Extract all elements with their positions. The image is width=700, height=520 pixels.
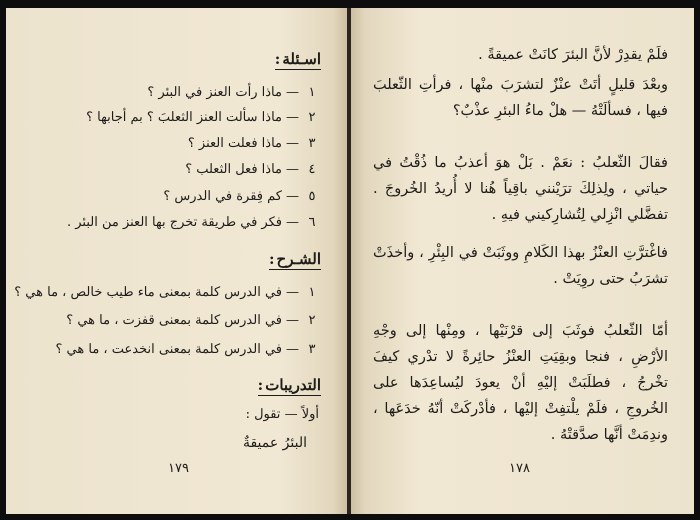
- book-spread: [6, 8, 694, 514]
- exercises-heading: التدريبات:: [257, 376, 321, 394]
- exercise-intro: أولاً — تقول :: [245, 407, 319, 422]
- question-item: ١—ماذا رأت العنز في البئر ؟: [147, 85, 316, 100]
- page-number: ١٧٩: [168, 461, 189, 476]
- question-item: ٢—ماذا سألت العنز الثعلبَ ؟ بم أجابها ؟: [86, 110, 316, 125]
- question-item: ٣—ماذا فعلت العنز ؟: [187, 136, 316, 151]
- right-page: [351, 8, 694, 514]
- paragraph: فلَمْ يقدِرْ لأنَّ البئرَ كانَتْ عميقةً .: [478, 47, 668, 63]
- question-item: ٥—كم فِقرة في الدرس ؟: [163, 189, 316, 204]
- explanation-item: ٢—في الدرس كلمة بمعنى قفزت ، ما هي ؟: [66, 313, 316, 328]
- question-item: ٦—فكر في طريقة تخرج بها العنز من البئر .: [66, 215, 316, 230]
- exercise-example: البئرُ عميقةٌ: [242, 435, 307, 451]
- page-number: ١٧٨: [509, 461, 530, 476]
- question-item: ٤—ماذا فعل الثعلب ؟: [185, 162, 316, 177]
- paragraph: فاغْترَّتِ العنْزُ بهذا الكَلامِ ووثَبَتْ في البِئْرِ ، وأخذَتْ تشرَبُ حتى روِيَتْ .: [373, 245, 668, 287]
- paragraph: فقالَ الثّعلبُ : نعَمْ . بَلْ هوَ أعذبُ ما ذُقْتُ في حياتي ، ولِذلِكَ ترَيْنني باقِياً هُنا لا أُريدُ الخُروجَ . تفضَّلي انْزِلي لِتُشارِكيني فيهِ .: [373, 155, 668, 223]
- paragraph: أمّا الثّعلبُ فوثَبَ إلى قرْنَيْها ، ومِنْها إلى وجْهِ الأرْضِ ، فنجا وبقِيَتِ العنْزُ حائِرةً لا تدْري كيفَ تخْرجُ ، فطلَبَتْ إليْهِ أنْ يعودَ ليُساعِدَها على الخُروجِ ، فلَمْ يلْتفِتْ إليْها ، فأدْركَتْ أنّهُ خدَعَها ، وندِمَتْ أنَّها صدَّقتْهُ .: [373, 323, 668, 443]
- questions-heading: اسـئلة:: [274, 50, 321, 68]
- paragraph: وبعْدَ قليلٍ أتَتْ عنْزٌ لتشرَبَ منْها ، فرأتِ الثّعلبَ فيها ، فسألَتْهُ — هلْ ماءُ البئرِ عذْبٌ؟: [373, 77, 668, 119]
- explanation-item: ١—في الدرس كلمة بمعنى ماء طيب خالص ، ما هي ؟: [14, 285, 316, 300]
- left-page: [6, 8, 347, 514]
- explanation-heading: الشـرح:: [268, 250, 321, 268]
- explanation-item: ٣—في الدرس كلمة بمعنى انخدعت ، ما هي ؟: [55, 342, 316, 357]
